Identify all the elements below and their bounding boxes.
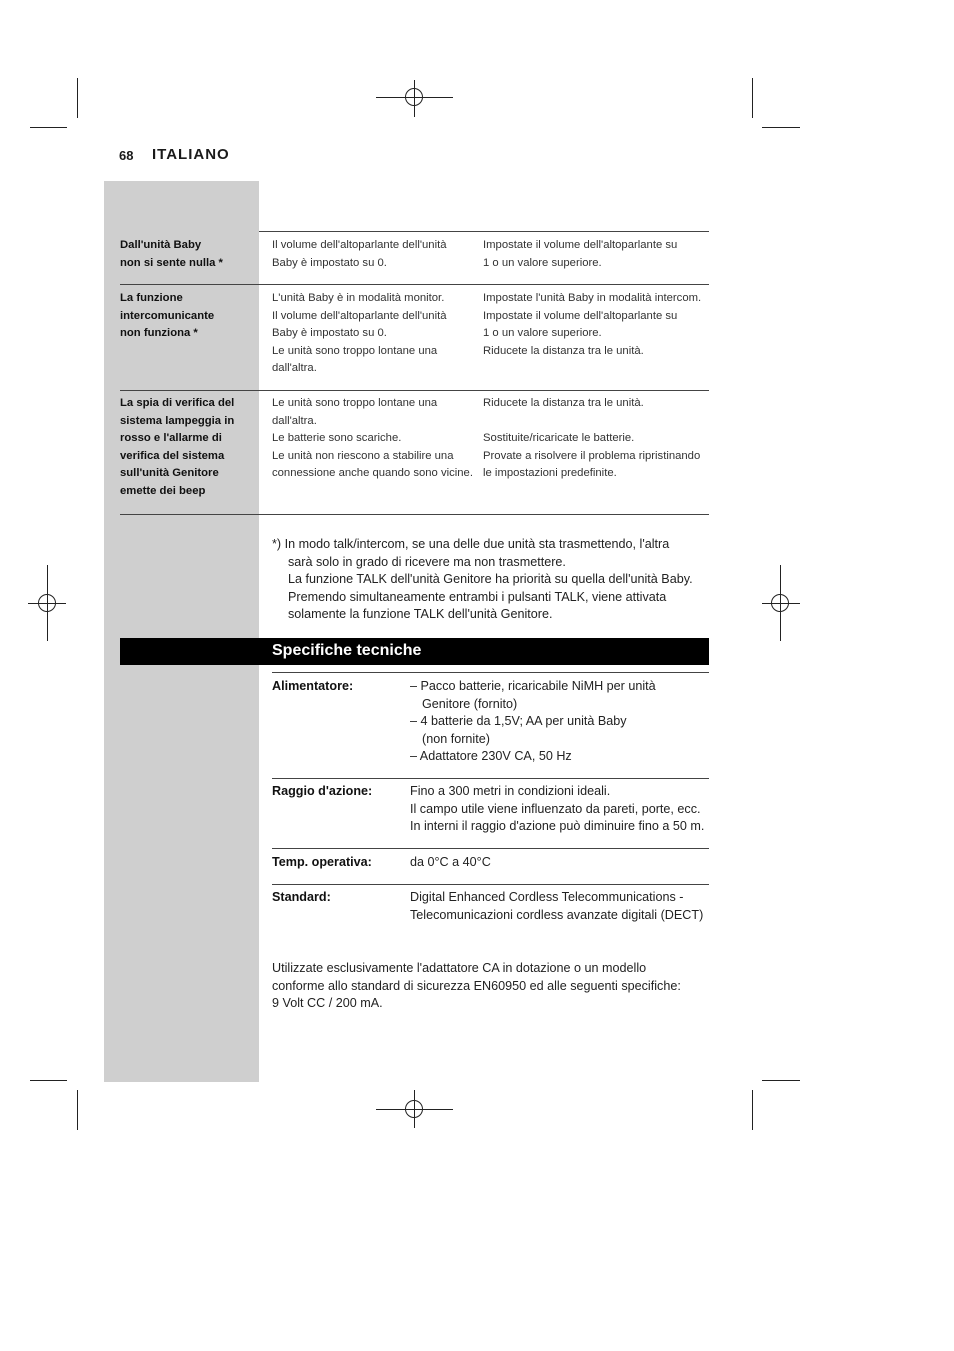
spec-label: Standard:	[272, 890, 331, 904]
page-number: 68	[119, 148, 134, 163]
adapter-note: Utilizzate esclusivamente l'adattatore CA in dotazione o un modello conforme allo standard di sicurezza EN60950 ed alle seguenti specifiche: 9 Volt CC / 200 mA.	[272, 961, 681, 1011]
table-row-solution: Impostate l'unità Baby in modalità intercom. Impostate il volume dell'altoparlante su 1 o un valore superiore. Riducete la distanza tra le unità.	[483, 292, 702, 357]
spec-value: Digital Enhanced Cordless Telecommunications - Telecomunicazioni cordless avanzate digitali (DECT)	[410, 890, 704, 922]
spec-value: – Pacco batterie, ricaricabile NiMH per unità Genitore (fornito) – 4 batterie da 1,5V; AA per unità Baby (non fornite) – Adattatore 230V CA, 50 Hz	[410, 679, 656, 764]
spec-label: Raggio d'azione:	[272, 784, 373, 798]
table-row-solution: Impostate il volume dell'altoparlante su 1 o un valore superiore.	[483, 239, 678, 269]
spec-value: Fino a 300 metri in condizioni ideali. Il campo utile viene influenzato da pareti, porte, ecc. In interni il raggio d'azione può diminuire fino a 50 m.	[410, 784, 705, 834]
spec-label: Temp. operativa:	[272, 855, 372, 869]
table-row-solution: Riducete la distanza tra le unità. Sostituite/ricaricate le batterie. Provate a risolvere il problema ripristinando le impostazioni predefinite.	[483, 397, 701, 480]
table-row-problem: Dall'unità Baby non si sente nulla *	[120, 239, 223, 269]
table-row-problem: La spia di verifica del sistema lampeggia in rosso e l'allarme di verifica del sistema sull'unità Genitore emette dei beep	[120, 397, 235, 497]
section-title: Specifiche tecniche	[272, 642, 422, 659]
language-heading: ITALIANO	[152, 146, 230, 163]
table-row-cause: Le unità sono troppo lontane una dall'altra. Le batterie sono scariche. Le unità non riescono a stabilire una connessione anche quando sono vicine.	[272, 397, 473, 480]
spec-value: da 0°C a 40°C	[410, 855, 491, 869]
table-row-problem: La funzione intercomunicante non funziona *	[120, 292, 215, 340]
table-row-cause: Il volume dell'altoparlante dell'unità Baby è impostato su 0.	[272, 239, 447, 269]
footnote: *) In modo talk/intercom, se una delle due unità sta trasmettendo, l'altra sarà solo in grado di ricevere ma non trasmettere. La funzione TALK dell'unità Genitore ha priorità su quella dell'unità Baby. Premendo simultaneamente entrambi i pulsanti TALK, viene attivata solamente la funzione TALK dell'unità Genitore.	[272, 537, 693, 622]
table-row-cause: L'unità Baby è in modalità monitor. Il volume dell'altoparlante dell'unità Baby è impostato su 0. Le unità sono troppo lontane una dall'altra.	[272, 292, 447, 375]
spec-label: Alimentatore:	[272, 679, 354, 693]
